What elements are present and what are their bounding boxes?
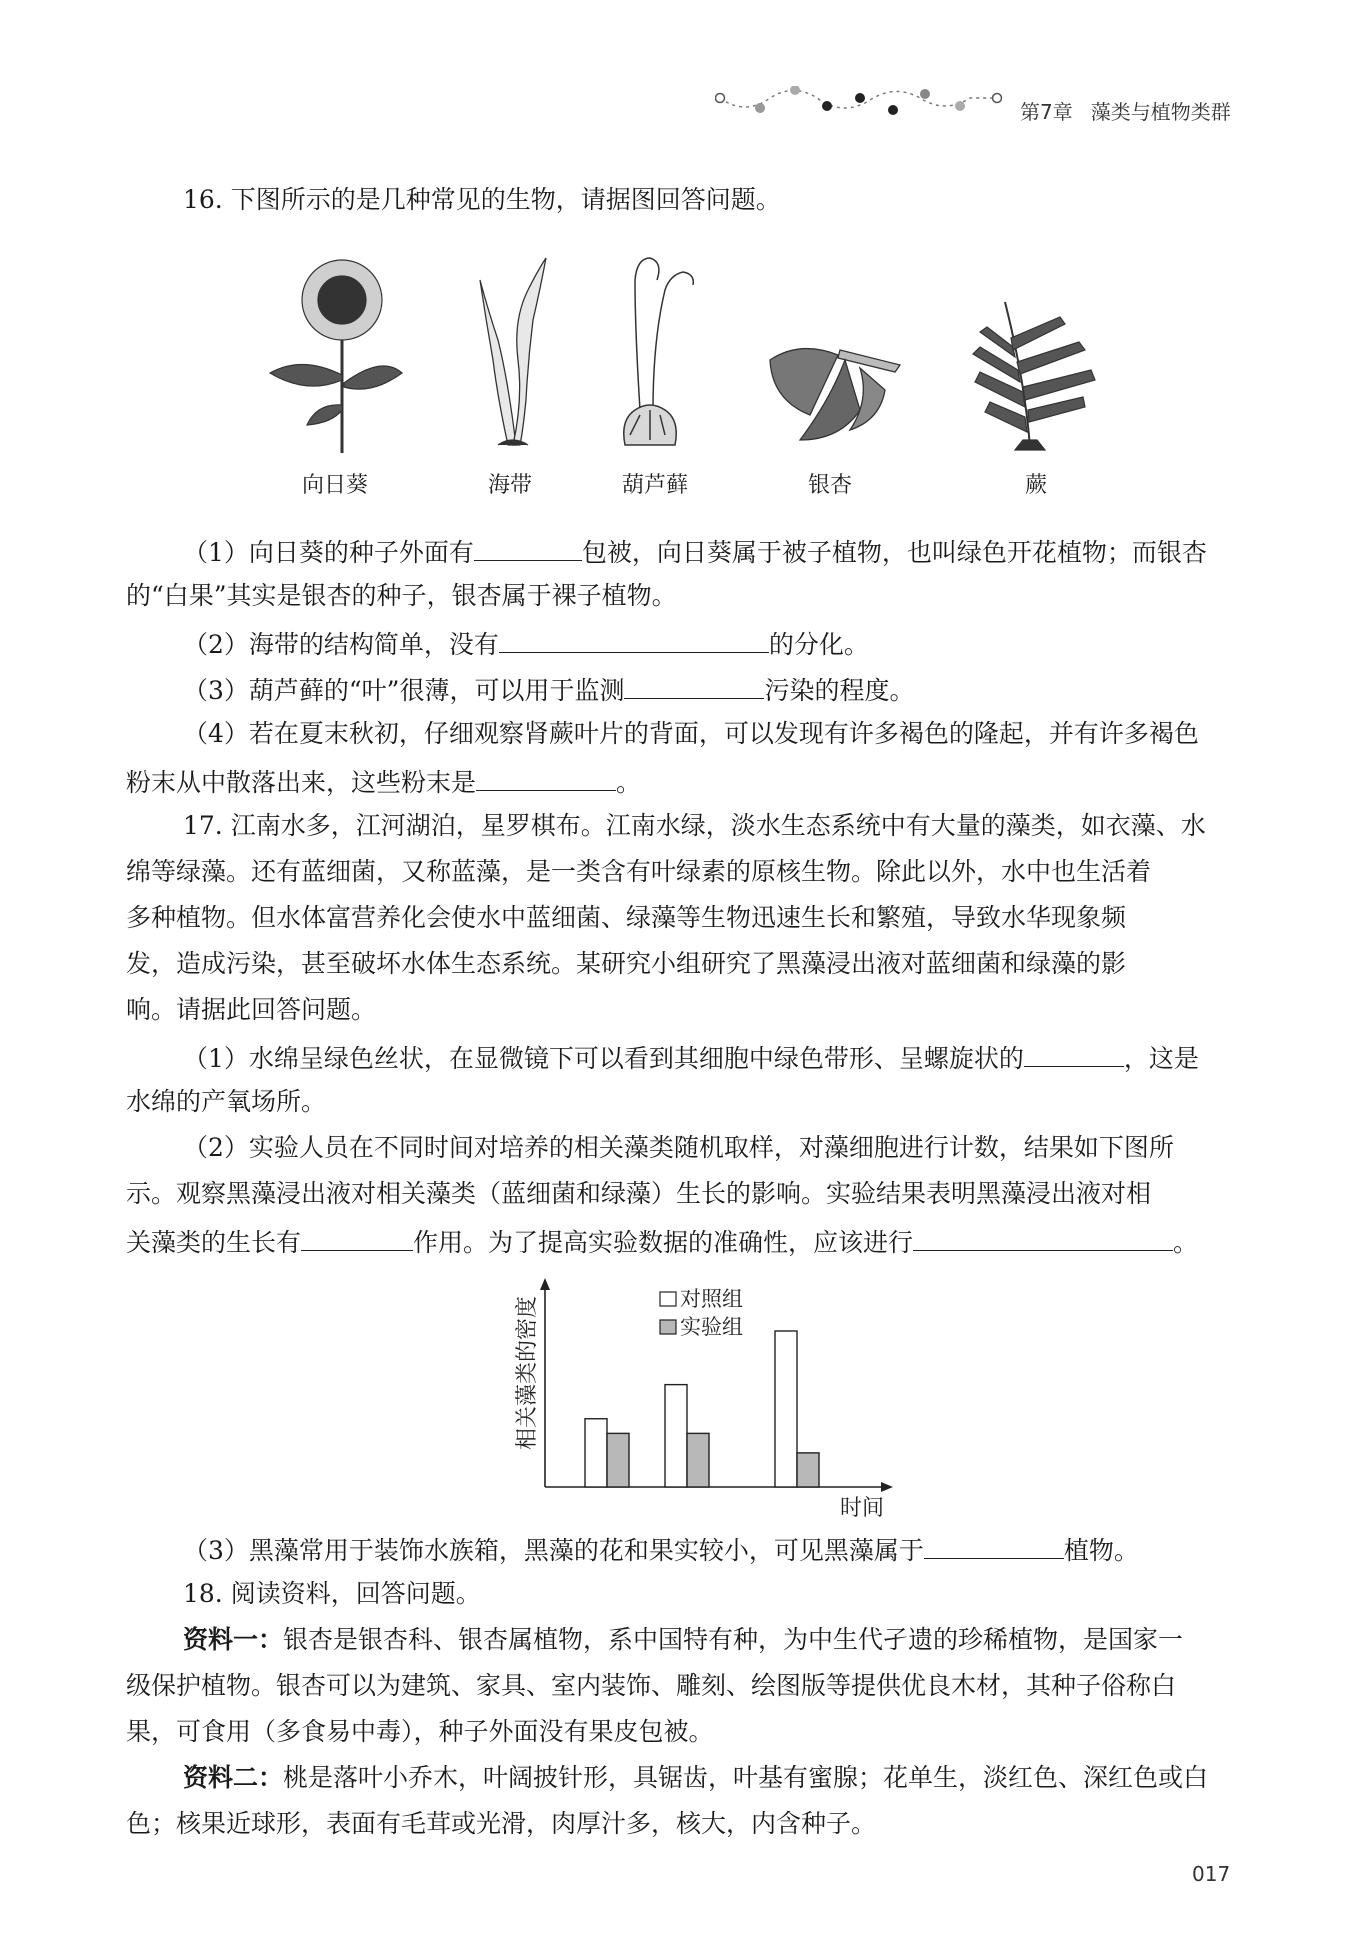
legend-label-1: 对照组 — [680, 1287, 743, 1311]
material-2-label: 资料二： — [183, 1763, 284, 1792]
caption-fern: 蕨 — [1025, 473, 1048, 498]
q17-sub2-line2: 示。观察黑藻浸出液对相关藻类（蓝细菌和绿藻）生长的影响。实验结果表明黑藻浸出液对相 — [126, 1179, 1152, 1208]
bar-control-2 — [665, 1385, 687, 1487]
answer-blank — [913, 1220, 1173, 1251]
caption-moss: 葫芦藓 — [622, 473, 689, 498]
algae-density-chart — [500, 1270, 900, 1525]
q16-sub2-part-a: （2）海带的结构简单，没有 — [183, 630, 499, 659]
question-18-stem: 18. 阅读资料，回答问题。 — [183, 1579, 481, 1608]
material-1-text: 银杏是银杏科、银杏属植物，系中国特有种，为中生代孑遗的珍稀植物，是国家一 — [283, 1625, 1184, 1654]
q17-sub2-line1: （2）实验人员在不同时间对培养的相关藻类随机取样，对藻细胞进行计数，结果如下图所 — [183, 1133, 1174, 1162]
answer-blank — [499, 622, 769, 653]
q17-para-line1: 17. 江南水多，江河湖泊，星罗棋布。江南水绿，淡水生态系统中有大量的藻类，如衣藻、水 — [183, 811, 1206, 840]
q17-para-line5: 响。请据此回答问题。 — [126, 995, 377, 1024]
q17-sub1-part-b: ，这是 — [1123, 1044, 1199, 1073]
legend-swatch-1 — [660, 1292, 676, 1306]
q17-sub3-part-a: （3）黑藻常用于装饰水族箱，黑藻的花和果实较小，可见黑藻属于 — [183, 1536, 924, 1565]
header-dot-decoration — [715, 86, 1005, 126]
q16-sub2 — [183, 622, 869, 661]
answer-blank — [924, 1528, 1064, 1559]
material-2-line1 — [183, 1758, 1208, 1794]
material-1-label: 资料一： — [183, 1625, 284, 1654]
sunflower-illustration — [262, 255, 412, 455]
q17-sub3-part-b: 植物。 — [1063, 1536, 1139, 1565]
q16-sub3 — [183, 668, 914, 707]
ginkgo-illustration — [760, 320, 905, 450]
fern-illustration — [965, 292, 1105, 452]
caption-kelp: 海带 — [488, 473, 533, 498]
material-2-line2: 色；核果近球形，表面有毛茸或光滑，肉厚汁多，核大，内含种子。 — [126, 1809, 877, 1838]
q16-sub4-line1: （4）若在夏末秋初，仔细观察肾蕨叶片的背面，可以发现有许多褐色的隆起，并有许多褐色 — [183, 719, 1199, 748]
q17-sub2-part-d: 作用。为了提高实验数据的准确性，应该进行 — [413, 1228, 914, 1257]
q17-para-line3: 多种植物。但水体富营养化会使水中蓝细菌、绿藻等生物迅速生长和繁殖，导致水华现象频 — [126, 903, 1127, 932]
chart-y-axis-label: 相关藻类的密度 — [515, 1295, 540, 1450]
bar-experimental-1 — [607, 1433, 629, 1487]
q16-sub3-part-a: （3）葫芦藓的“叶”很薄，可以用于监测 — [183, 676, 625, 705]
answer-blank — [1024, 1036, 1124, 1067]
answer-blank — [474, 530, 582, 561]
q16-sub2-part-b: 的分化。 — [768, 630, 869, 659]
q16-sub4-line2 — [126, 760, 641, 799]
chart-legend — [660, 1287, 743, 1339]
q16-sub1-line2: 的“白果”其实是银杏的种子，银杏属于裸子植物。 — [126, 581, 677, 610]
chart-bars — [585, 1331, 819, 1487]
question-16-stem: 16. 下图所示的是几种常见的生物，请据图回答问题。 — [183, 185, 781, 214]
chapter-number: 第7章 — [1020, 100, 1073, 124]
y-axis-arrow — [540, 1278, 550, 1290]
material-2-text: 桃是落叶小乔木，叶阔披针形，具锯齿，叶基有蜜腺；花单生，淡红色、深红色或白 — [283, 1763, 1209, 1792]
q17-sub1-part-a: （1）水绵呈绿色丝状，在显微镜下可以看到其细胞中绿色带形、呈螺旋状的 — [183, 1044, 1024, 1073]
material-1-line2: 级保护植物。银杏可以为建筑、家具、室内装饰、雕刻、绘图版等提供优良木材，其种子俗称白 — [126, 1671, 1177, 1700]
q17-sub3 — [183, 1528, 1139, 1567]
legend-label-2: 实验组 — [680, 1315, 743, 1339]
q16-sub3-part-b: 污染的程度。 — [764, 676, 915, 705]
q17-sub1-line2: 水绵的产氧场所。 — [126, 1087, 327, 1116]
q17-sub1-line1 — [183, 1036, 1199, 1075]
q16-sub1-line1 — [183, 530, 1207, 569]
q17-para-line4: 发，造成污染，甚至破坏水体生态系统。某研究小组研究了黑藻浸出液对蓝细菌和绿藻的影 — [126, 949, 1127, 978]
q16-sub4-part-c: 。 — [616, 768, 642, 797]
answer-blank — [301, 1220, 413, 1251]
caption-sunflower: 向日葵 — [302, 473, 369, 498]
material-1-line3: 果，可食用（多食易中毒），种子外面没有果皮包被。 — [126, 1717, 714, 1746]
page-number: 017 — [1192, 1862, 1231, 1886]
bar-experimental-2 — [687, 1433, 709, 1487]
bar-experimental-3 — [797, 1453, 819, 1487]
q16-sub1-part-b: 包被，向日葵属于被子植物，也叫绿色开花植物；而银杏 — [581, 538, 1207, 567]
q17-sub2-part-e: 。 — [1173, 1228, 1199, 1257]
legend-swatch-2 — [660, 1320, 676, 1334]
q16-sub4-part-b: 粉末从中散落出来，这些粉末是 — [126, 768, 477, 797]
kelp-illustration — [468, 250, 558, 450]
material-1-line1 — [183, 1620, 1183, 1656]
chapter-title: 藻类与植物类群 — [1090, 100, 1231, 124]
q17-para-line2: 绵等绿藻。还有蓝细菌，又称蓝藻，是一类含有叶绿素的原核生物。除此以外，水中也生活着 — [126, 857, 1152, 886]
chart-x-axis-label: 时间 — [840, 1496, 885, 1521]
moss-illustration — [605, 250, 705, 450]
answer-blank — [476, 760, 616, 791]
caption-ginkgo: 银杏 — [808, 473, 853, 498]
x-axis-arrow — [881, 1482, 893, 1492]
running-header — [1020, 96, 1249, 125]
q16-sub1-part-a: （1）向日葵的种子外面有 — [183, 538, 474, 567]
q17-sub2-part-c: 关藻类的生长有 — [126, 1228, 302, 1257]
q17-sub2-line3 — [126, 1220, 1198, 1259]
bar-control-3 — [775, 1331, 797, 1487]
bar-control-1 — [585, 1419, 607, 1487]
answer-blank — [624, 668, 764, 699]
